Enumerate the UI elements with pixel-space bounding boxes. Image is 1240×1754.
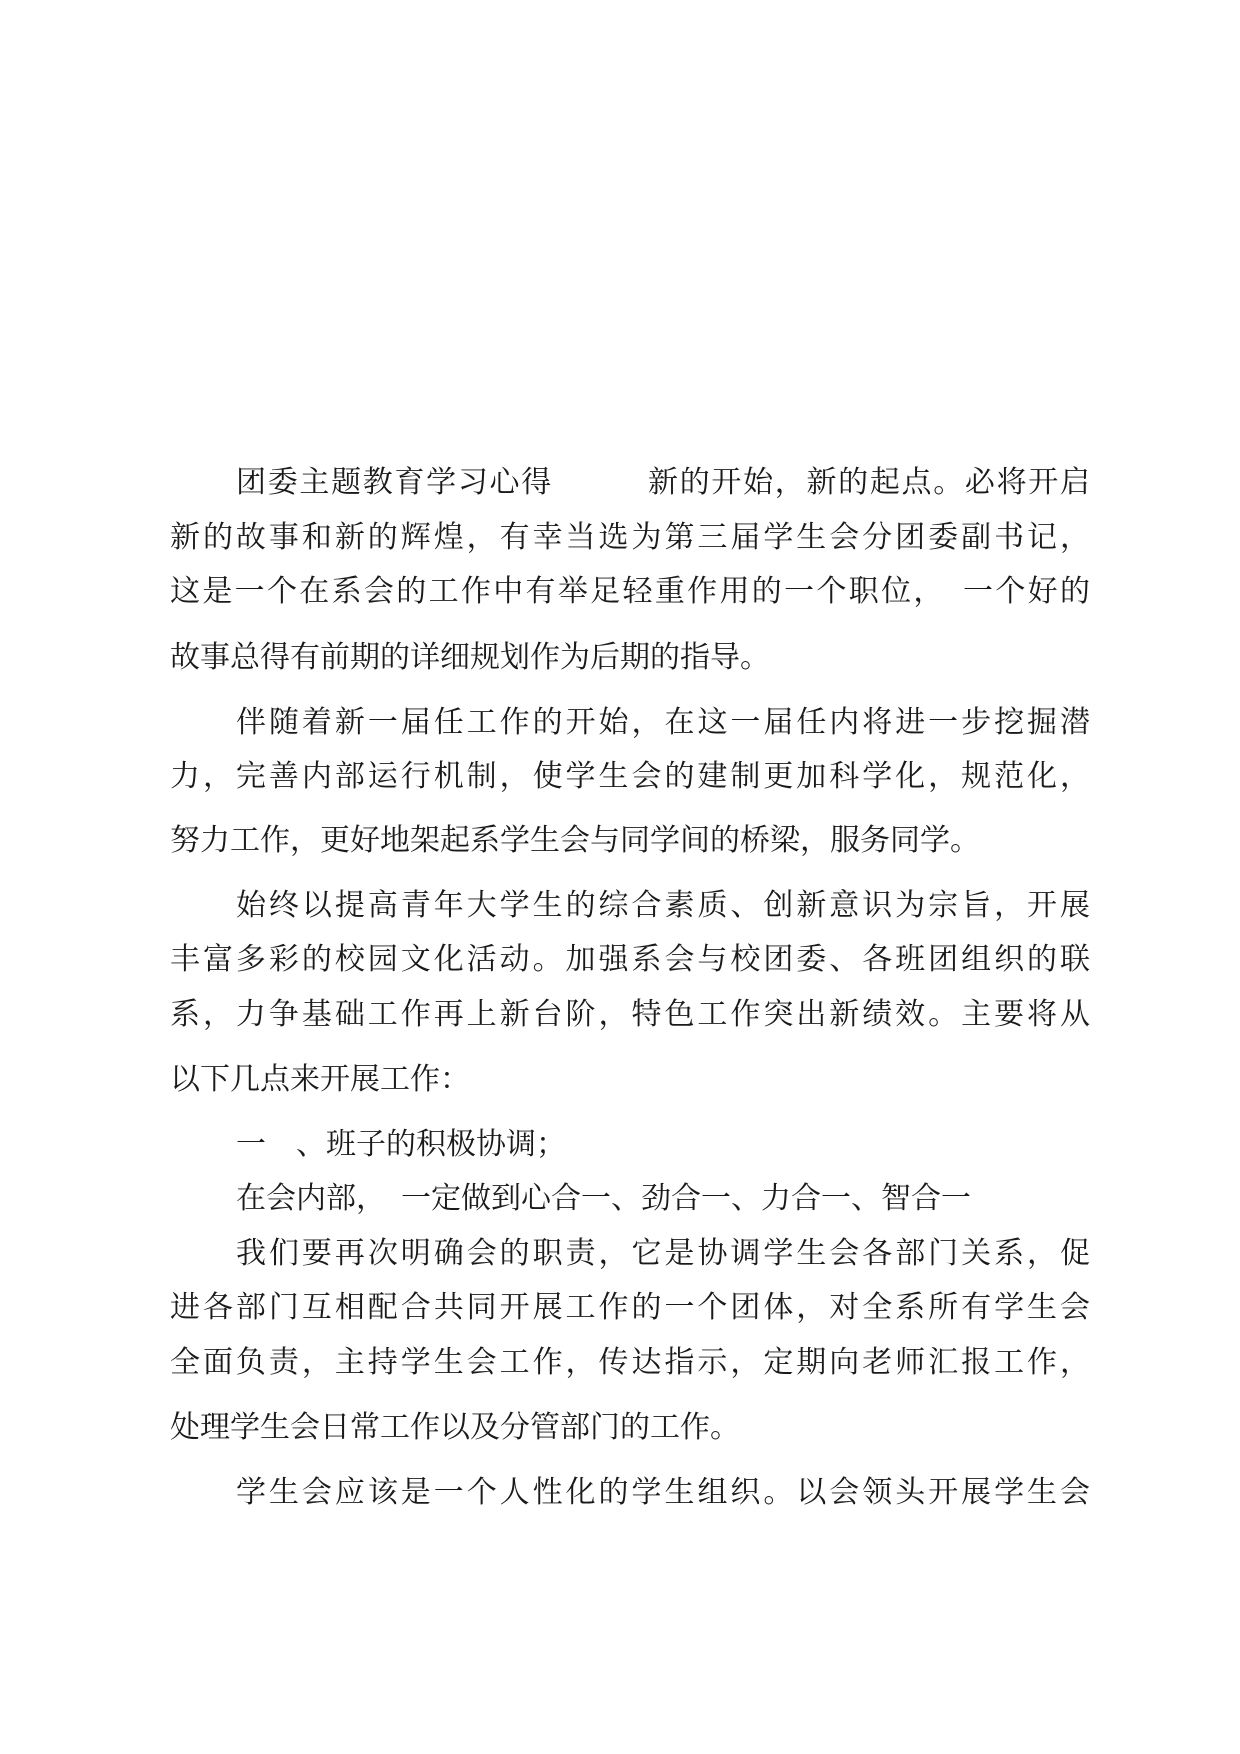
paragraph-line: 我们要再次明确会的职责，它是协调学生会各部门关系，促 <box>236 1236 1090 1271</box>
paragraph-line: 处理学生会日常工作以及分管部门的工作。 <box>170 1410 740 1445</box>
paragraph-line: 在会内部， 一定做到心合一、劲合一、力合一、智合一 <box>236 1181 971 1216</box>
paragraph-line: 以下几点来开展工作： <box>170 1062 470 1097</box>
paragraph-line: 力，完善内部运行机制，使学生会的建制更加科学化，规范化， <box>170 759 1090 794</box>
paragraph-line: 学生会应该是一个人性化的学生组织。以会领头开展学生会 <box>236 1475 1090 1510</box>
paragraph-line: 伴随着新一届任工作的开始，在这一届任内将进一步挖掘潜 <box>236 705 1090 740</box>
paragraph-line: 团委主题教育学习心得 新的开始，新的起点。必将开启 <box>236 465 1090 500</box>
list-heading: 一 、班子的积极协调； <box>236 1127 566 1162</box>
paragraph-line: 努力工作，更好地架起系学生会与同学间的桥梁，服务同学。 <box>170 823 980 858</box>
paragraph-line: 进各部门互相配合共同开展工作的一个团体，对全系所有学生会 <box>170 1290 1090 1325</box>
paragraph-line: 丰富多彩的校园文化活动。加强系会与校团委、各班团组织的联 <box>170 942 1090 977</box>
paragraph-line: 系，力争基础工作再上新台阶，特色工作突出新绩效。主要将从 <box>170 997 1090 1032</box>
paragraph-line: 全面负责，主持学生会工作，传达指示，定期向老师汇报工作， <box>170 1345 1090 1380</box>
paragraph-line: 这是一个在系会的工作中有举足轻重作用的一个职位， 一个好的 <box>170 574 1090 609</box>
paragraph-line: 始终以提高青年大学生的综合素质、创新意识为宗旨，开展 <box>236 888 1090 923</box>
paragraph-line: 故事总得有前期的详细规划作为后期的指导。 <box>170 640 770 675</box>
paragraph-line: 新的故事和新的辉煌，有幸当选为第三届学生会分团委副书记， <box>170 520 1090 555</box>
